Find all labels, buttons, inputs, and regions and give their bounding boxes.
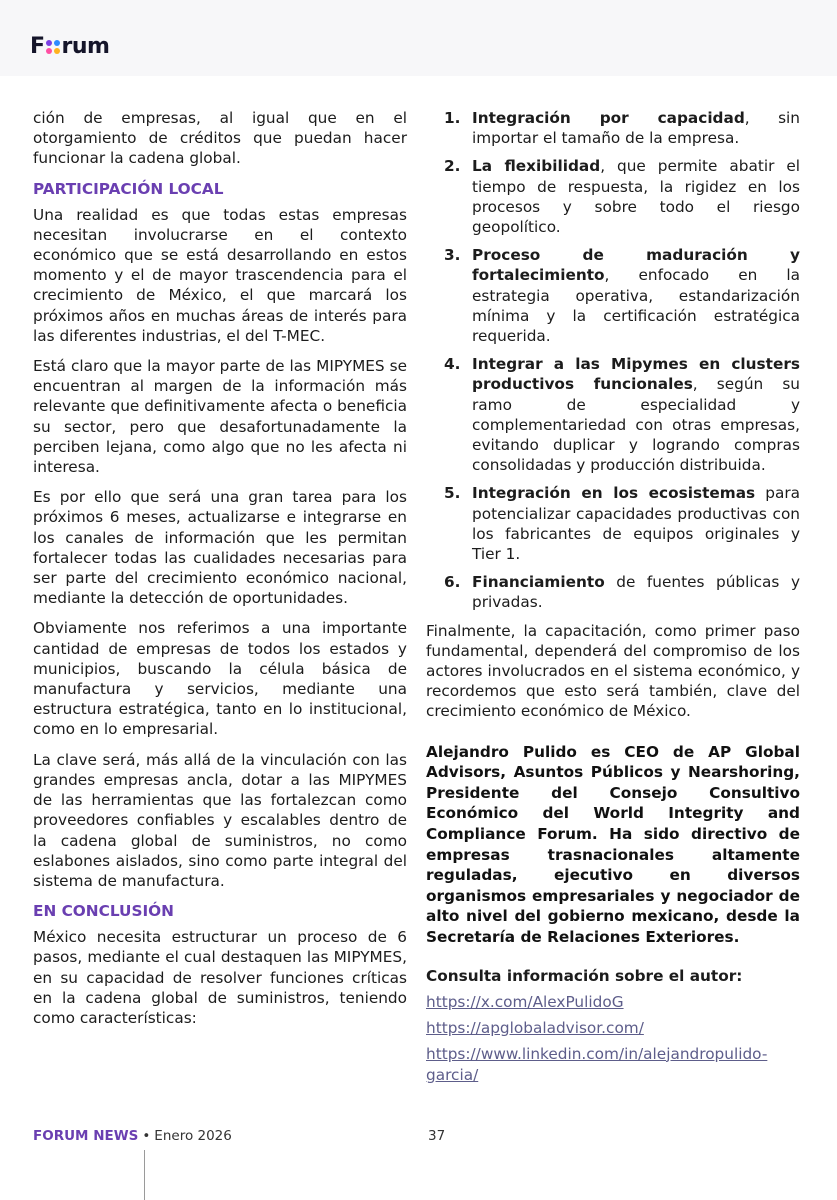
header-bar [0, 0, 837, 76]
characteristics-list [426, 108, 800, 613]
author-info-heading: Consulta información sobre el autor: [426, 966, 743, 985]
item-text: para potencializar capacidades productivas con los fabricantes de equipos originales y Tier 1. [472, 484, 801, 564]
item-text: , según su ramo de especialidad y complementariedad con otras empresas, evitando duplicar y logrando compras consolidadas y producción distribuida. [472, 375, 800, 475]
closing-paragraph: Finalmente, la capacitación, como primer paso fundamental, dependerá del compromiso de los actores involucrados en el sistema económico, y recordemos que esto será también, clave del crecimiento económico de México. [426, 621, 800, 721]
item-number: 6. [444, 573, 461, 592]
list-item [426, 354, 800, 475]
logo-suffix: rum [61, 34, 110, 59]
footer-bullet: • [142, 1128, 151, 1144]
section-heading-participacion: PARTICIPACIÓN LOCAL [33, 179, 224, 198]
item-number: 1. [444, 109, 461, 127]
paragraph: Es por ello que será una gran tarea para los próximos 6 meses, actualizarse e integrarse en los canales de información que les permitan fortalecer todas las cualidades necesarias para ser parte del crecimiento económico nacional, mediante la detección de oportunidades. [33, 488, 407, 608]
author-link-linkedin[interactable]: https://www.linkedin.com/in/alejandropulido-garcia/ [426, 1044, 768, 1084]
item-term: La flexibilidad [472, 157, 601, 176]
item-text: , sin importar el tamaño de la empresa. [472, 109, 800, 148]
footer [33, 1128, 232, 1144]
list-item [426, 108, 800, 148]
item-term: Integración en los ecosistemas [472, 484, 756, 503]
item-number: 3. [444, 246, 461, 265]
paragraph: ción de empresas, al igual que en el otorgamiento de créditos que puedan hacer funcionar la cadena global. [33, 109, 407, 168]
list-item [426, 483, 800, 564]
author-link-x[interactable]: https://x.com/AlexPulidoG [426, 992, 624, 1011]
item-term: Integración por capacidad [472, 109, 745, 127]
page-number: 37 [428, 1128, 446, 1144]
item-term: Proceso de maduración y fortalecimiento [472, 246, 800, 285]
item-text: , que permite abatir el tiempo de respuesta, la rigidez en los procesos y sobre todo el riesgo geopolítico. [472, 157, 800, 237]
section-heading-conclusion: EN CONCLUSIÓN [33, 902, 174, 921]
item-text: de fuentes públicas y privadas. [472, 573, 800, 612]
right-column [426, 108, 800, 1091]
item-number: 5. [444, 484, 461, 503]
item-term: Financiamiento [472, 573, 605, 592]
paragraph: Está claro que la mayor parte de las MIPYMES se encuentran al margen de la información más relevante que definitivamente afecta o beneficia su sector, pero que desafortunadamente la perciben lejana, como algo que no les afecta ni interesa. [33, 357, 407, 477]
paragraph: La clave será, más allá de la vinculación con las grandes empresas ancla, dotar a las MIPYMES de las herramientas que las fortalezcan como proveedores confiables y escalables dentro de la cadena global de suministros, no como eslabones aislados, sino como parte integral del sistema de manufactura. [33, 750, 407, 890]
footer-brand: FORUM NEWS [33, 1128, 139, 1144]
logo-prefix: F [30, 34, 45, 59]
left-column [33, 108, 407, 1038]
list-item [426, 245, 800, 346]
footer-divider [144, 1150, 145, 1200]
footer-date: Enero 2026 [154, 1128, 232, 1144]
forum-logo [30, 34, 109, 59]
author-link-website[interactable]: https://apglobaladvisor.com/ [426, 1018, 644, 1037]
paragraph: Obviamente nos referimos a una importante cantidad de empresas de todos los estados y municipios, buscando la célula básica de manufactura y servicios, mediante una estructura estratégica, tanto en lo institucional, como en lo empresarial. [33, 619, 407, 739]
item-text: , enfocado en la estrategia operativa, estandarización mínima y la certificación estratégica requerida. [472, 266, 800, 346]
author-bio: Alejandro Pulido es CEO de AP Global Advisors, Asuntos Públicos y Nearshoring, Presidente del Consejo Consultivo Económico del World Integrity and Compliance Forum. Ha sido directivo de empresas trasnacionales altamente reguladas, ejecutivo en diversos organismos empresariales y negociador de alto nivel del gobierno mexicano, desde la Secretaría de Relaciones Exteriores. [426, 742, 800, 947]
item-number: 2. [444, 157, 461, 176]
list-item [426, 572, 800, 612]
item-number: 4. [444, 355, 461, 374]
item-term: Integrar a las Mipymes en clusters productivos funcionales [472, 355, 800, 394]
list-item [426, 156, 800, 237]
paragraph: Una realidad es que todas estas empresas necesitan involucrarse en el contexto económico que se está desarrollando en estos momento y el de mayor trascendencia para el crecimiento de México, el que marcará los próximos años en muchas áreas de interés para las diferentes industrias, el del T-MEC. [33, 205, 407, 345]
logo-dots-icon [46, 40, 61, 55]
paragraph: México necesita estructurar un proceso de 6 pasos, mediante el cual destaquen las MIPYMES, en su capacidad de resolver funciones críticas en la cadena global de suministros, teniendo como características: [33, 928, 407, 1027]
